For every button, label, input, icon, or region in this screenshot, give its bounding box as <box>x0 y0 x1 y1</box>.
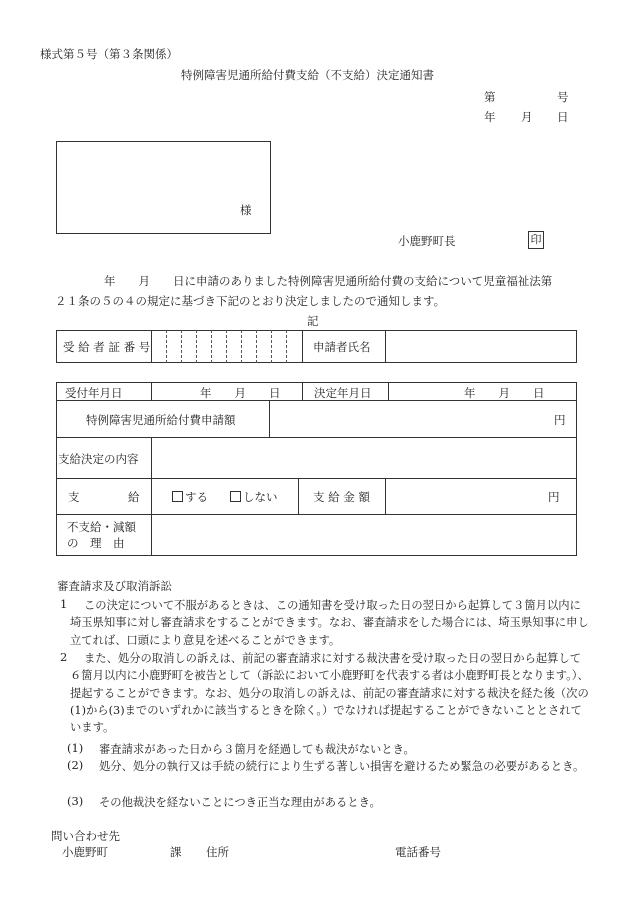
request-amount-yen: 円 <box>554 413 566 427</box>
appeal-sub-1-number: (1) <box>67 741 84 755</box>
appeal-item-1-number: 1 <box>60 597 68 611</box>
appeal-item-2-number: 2 <box>60 650 68 664</box>
payment-label-char-2: 給 <box>128 490 140 504</box>
contact-town: 小鹿野町 <box>62 845 108 859</box>
contact-section: 課 <box>170 845 182 859</box>
appeal-sub-2-text: 処分、処分の執行又は手続の続行により生ずる著しい損害を避けるため緊急の必要があるとき。 <box>99 760 585 773</box>
issue-date-year: 年 <box>484 110 496 124</box>
table2-col-divider <box>151 382 152 400</box>
recipient-cert-number-field[interactable] <box>152 331 302 362</box>
reason-label-line-2: の 理 由 <box>67 536 125 550</box>
contact-address-label: 住所 <box>206 845 229 859</box>
appeal-heading: 審査請求及び取消訴訟 <box>57 579 172 593</box>
option-no-label: しない <box>243 490 278 504</box>
payment-label-char-1: 支 <box>68 490 80 504</box>
official-seal: 印 <box>528 231 544 249</box>
appeal-sub-3-number: (3) <box>67 794 84 808</box>
decision-date-field[interactable]: 年 月 日 <box>464 386 545 400</box>
form-number: 様式第５号（第３条関係） <box>40 47 178 61</box>
recipient-honorific: 様 <box>240 203 252 217</box>
recipient-address-box[interactable] <box>56 141 271 234</box>
option-yes-label: する <box>185 490 208 504</box>
table2-col-divider <box>302 382 303 400</box>
payment-amount-yen: 円 <box>548 490 560 504</box>
applicant-name-field[interactable] <box>386 331 576 362</box>
intro-line-2: ２１条の５の４の規定に基づき下記のとおり決定しましたので通知します。 <box>55 294 446 308</box>
table2-col-divider <box>151 478 152 514</box>
intro-line-1: 年 月 日に申請のありました特例障害児通所給付費の支給について児童福祉法第 <box>104 274 553 288</box>
payment-amount-label: 支 給 金 額 <box>313 490 370 504</box>
appeal-sub-3-text: その他裁決を経ないことにつき正当な理由があるとき。 <box>99 796 381 809</box>
decision-content-field[interactable] <box>152 438 576 478</box>
table1-divider <box>302 330 303 363</box>
issue-date-month: 月 <box>521 110 533 124</box>
reason-field[interactable] <box>152 515 576 556</box>
doc-number-prefix: 第 <box>484 90 496 104</box>
decision-content-label: 支給決定の内容 <box>58 452 139 466</box>
table2-col-divider <box>388 382 389 400</box>
recipient-cert-label: 受 給 者 証 番 号 <box>63 340 151 354</box>
decision-date-label: 決定年月日 <box>314 386 372 400</box>
checkbox-no[interactable] <box>230 491 241 502</box>
appeal-item-1-text: この決定について不服があるときは、この通知書を受け取った日の翌日から起算して３箇月以内に埼玉県知事に対し審査請求をすることができます。なお、審査請求をした場合には、埼玉県知事に申し立てれば、口頭により意見を述べることができます。 <box>70 599 589 647</box>
appeal-sub-1-text: 審査請求があった日から３箇月を経過しても裁決がないとき。 <box>99 743 415 756</box>
table2-col-divider <box>298 478 299 514</box>
contact-heading: 問い合わせ先 <box>51 829 120 843</box>
doc-number-suffix: 号 <box>557 90 569 104</box>
option-pay-no[interactable] <box>230 489 278 505</box>
reason-label-line-1: 不支給・減額 <box>67 520 136 534</box>
checkbox-yes[interactable] <box>172 491 183 502</box>
issuer-name: 小鹿野町長 <box>398 234 456 248</box>
request-amount-field[interactable] <box>270 401 576 437</box>
contact-phone-label: 電話番号 <box>395 845 441 859</box>
issue-date-day: 日 <box>557 110 569 124</box>
option-pay-yes[interactable] <box>172 489 208 505</box>
document-title: 特例障害児通所給付費支給（不支給）決定通知書 <box>181 68 434 82</box>
request-amount-label: 特例障害児通所給付費申請額 <box>86 413 236 427</box>
appeal-sub-2-number: (2) <box>67 758 84 772</box>
receipt-date-field[interactable]: 年 月 日 <box>200 386 281 400</box>
appeal-item-2-text: また、処分の取消しの訴えは、前記の審査請求に対する裁決書を受け取った日の翌日から起算して６箇月以内に小鹿野町を被告として（訴訟において小鹿野町を代表する者は小鹿野町長となります。）、提起することができます。なお、処分の取消しの訴えは、前記の審査請求に対する裁決を経た後（次の(1)から(3)までのいずれかに該当するときを除く。）でなければ提起することができないこととされています。 <box>70 652 589 735</box>
ki-heading: 記 <box>307 314 319 328</box>
applicant-name-label: 申請者氏名 <box>313 340 371 354</box>
receipt-date-label: 受付年月日 <box>65 386 123 400</box>
